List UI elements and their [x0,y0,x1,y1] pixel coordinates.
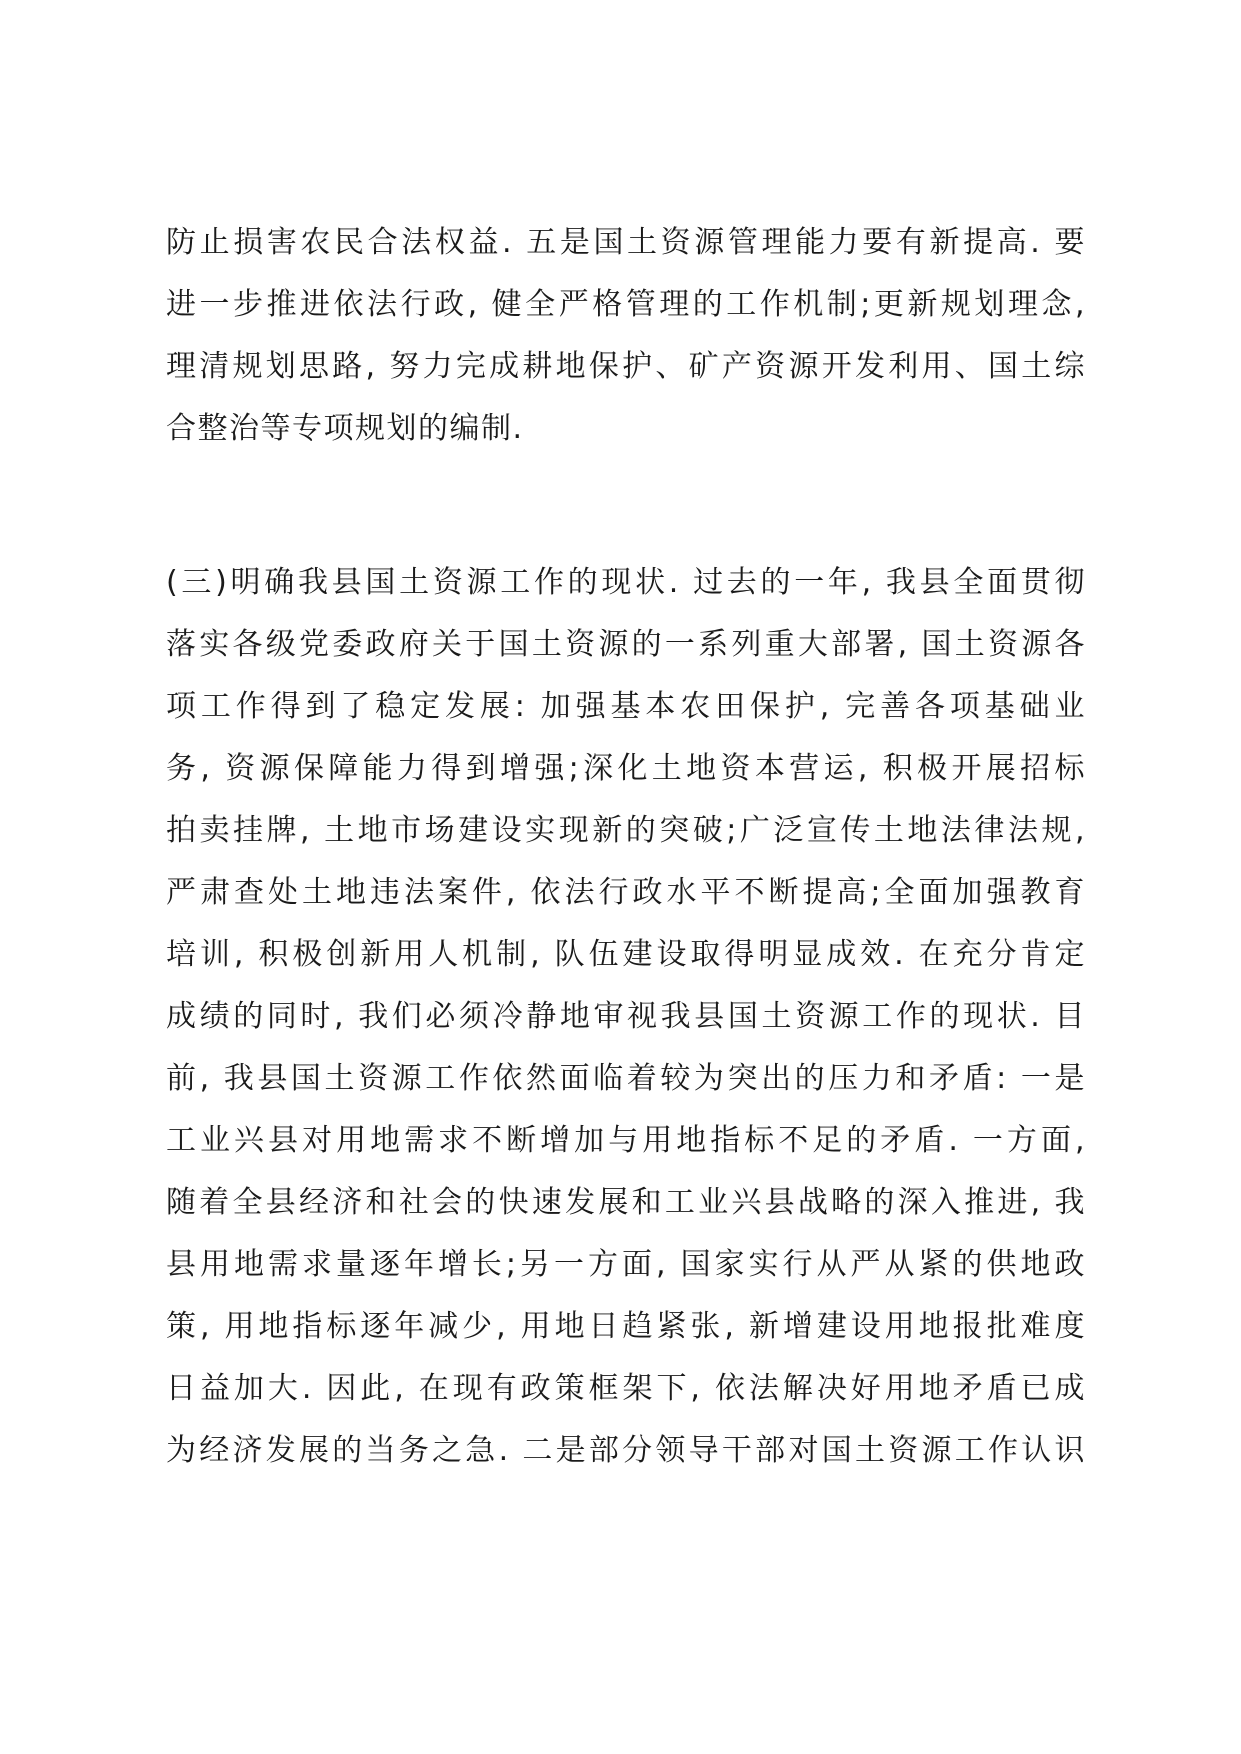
text-line: 随着全县经济和社会的快速发展和工业兴县战略的深入推进, 我 [166,1185,1086,1220]
text-line: 培训, 积极创新用人机制, 队伍建设取得明显成效. 在充分肯定 [166,937,1086,972]
text-line: 严肃查处土地违法案件, 依法行政水平不断提高;全面加强教育 [166,875,1086,910]
text-line: 项工作得到了稳定发展: 加强基本农田保护, 完善各项基础业 [166,689,1086,724]
text-line: 防止损害农民合法权益. 五是国土资源管理能力要有新提高. 要 [166,225,1086,260]
text-line: 拍卖挂牌, 土地市场建设实现新的突破;广泛宣传土地法律法规, [166,813,1086,848]
text-line: 为经济发展的当务之急. 二是部分领导干部对国土资源工作认识 [166,1433,1086,1468]
text-line: 县用地需求量逐年增长;另一方面, 国家实行从严从紧的供地政 [166,1247,1086,1282]
text-line: 理清规划思路, 努力完成耕地保护、矿产资源开发利用、国土综 [166,349,1086,384]
text-line: 落实各级党委政府关于国土资源的一系列重大部署, 国土资源各 [166,627,1086,662]
text-line: (三)明确我县国土资源工作的现状. 过去的一年, 我县全面贯彻 [166,565,1086,600]
text-line: 工业兴县对用地需求不断增加与用地指标不足的矛盾. 一方面, [166,1123,1086,1158]
text-line: 合整治等专项规划的编制. [166,411,524,446]
text-line: 成绩的同时, 我们必须冷静地审视我县国土资源工作的现状. 目 [166,999,1086,1034]
text-line: 进一步推进依法行政, 健全严格管理的工作机制;更新规划理念, [166,287,1086,322]
text-line: 策, 用地指标逐年减少, 用地日趋紧张, 新增建设用地报批难度 [166,1309,1086,1344]
text-line: 务, 资源保障能力得到增强;深化土地资本营运, 积极开展招标 [166,751,1086,786]
text-line: 前, 我县国土资源工作依然面临着较为突出的压力和矛盾: 一是 [166,1061,1086,1096]
text-line: 日益加大. 因此, 在现有政策框架下, 依法解决好用地矛盾已成 [166,1371,1086,1406]
